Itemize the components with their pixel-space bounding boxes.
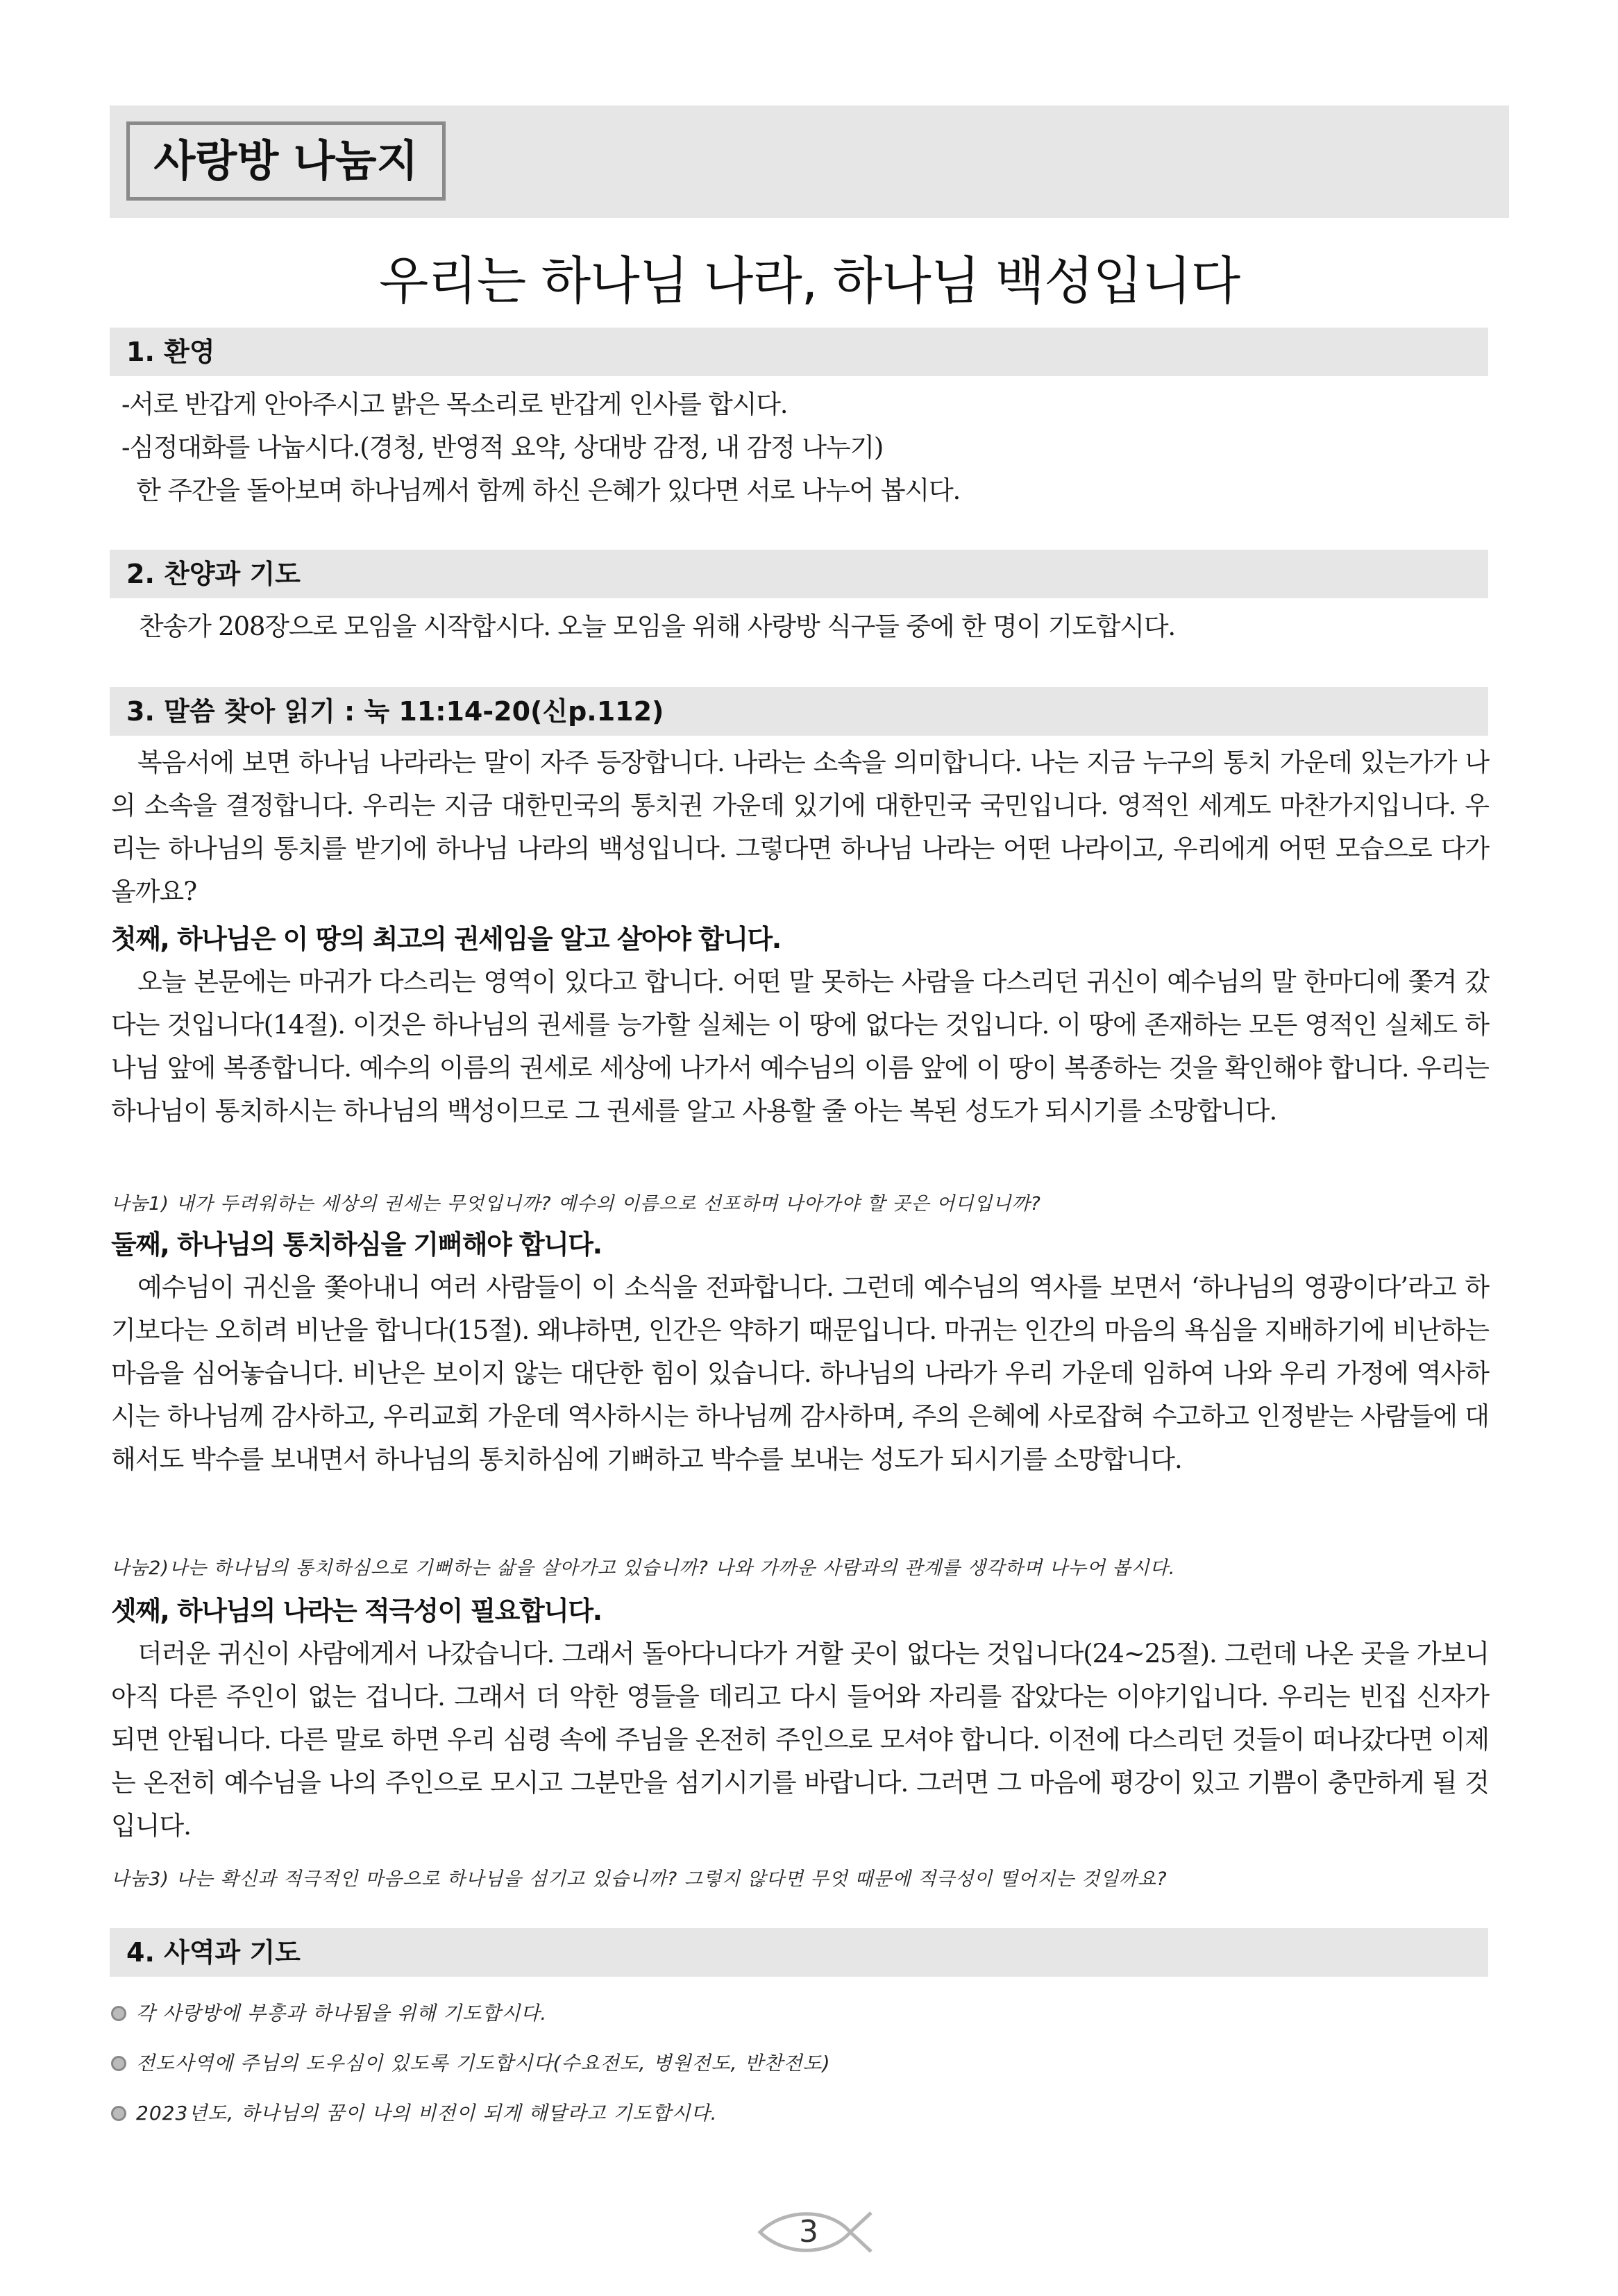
bullet-icon (111, 2006, 126, 2021)
section-2-title: 2. 찬양과 기도 (110, 550, 1488, 598)
point-2-heading: 둘째, 하나님의 통치하심을 기뻐해야 합니다. (111, 1229, 602, 1260)
welcome-line-2: -심정대화를 나눕시다.(경청, 반영적 요약, 상대방 감정, 내 감정 나누기) (121, 432, 884, 462)
point-1-heading: 첫째, 하나님은 이 땅의 최고의 권세임을 알고 살아야 합니다. (111, 924, 781, 954)
point-3-body: 더러운 귀신이 사람에게서 나갔습니다. 그래서 돌아다니다가 거할 곳이 없다는 것입니다(24~25절). 그런데 나온 곳을 가보니 아직 다른 주인이 없는 겁니다. 그래서 더 악한 영들을 데리고 다시 들어와 자리를 잡았다는 이야기입니다. 우리는 빈집 신자가 되면 안됩니다. 다른 말로 하면 우리 심령 속에 주님을 온전히 주인으로 모셔야 합니다. 이전에 다스리던 것들이 떠나갔다면 이제는 온전히 예수님을 나의 주인으로 모시고 그분만을 섬기시기를 바랍니다. 그러면 그 마음에 평강이 있고 기쁨이 충만하게 될 것입니다. (111, 1639, 1489, 1841)
point-2-body: 예수님이 귀신을 쫓아내니 여러 사람들이 이 소식을 전파합니다. 그런데 예수님의 역사를 보면서 ‘하나님의 영광이다’라고 하기보다는 오히려 비난을 합니다(15절). 왜냐하면, 인간은 약하기 때문입니다. 마귀는 인간의 마음의 욕심을 지배하기에 비난하는 마음을 심어놓습니다. 비난은 보이지 않는 대단한 힘이 있습니다. 하나님의 나라가 우리 가운데 임하여 나와 우리 가정에 역사하시는 하나님께 감사하고, 우리교회 가운데 역사하시는 하나님께 감사하며, 주의 은혜에 사로잡혀 수고하고 인정받는 사람들에 대해서도 박수를 보내면서 하나님의 통치하심에 기뻐하고 박수를 보내는 성도가 되시기를 소망합니다. (111, 1272, 1489, 1474)
section-3-title: 3. 말씀 찾아 읽기 : 눅 11:14-20(신p.112) (110, 687, 1488, 736)
section-1-title: 1. 환영 (110, 328, 1488, 376)
question-1: 나눔1) 내가 두려워하는 세상의 권세는 무엇입니까? 예수의 이름으로 선포하며 나아가야 할 곳은 어디입니까? (111, 1193, 1041, 1215)
section-4-title: 4. 사역과 기도 (110, 1928, 1488, 1977)
intro-paragraph: 복음서에 보면 하나님 나라라는 말이 자주 등장합니다. 나라는 소속을 의미합니다. 나는 지금 누구의 통치 가운데 있는가가 나의 소속을 결정합니다. 우리는 지금 대한민국의 통치권 가운데 있기에 대한민국 국민입니다. 영적인 세계도 마찬가지입니다. 우리는 하나님의 통치를 받기에 하나님 나라의 백성입니다. 그렇다면 하나님 나라는 어떤 나라이고, 우리에게 어떤 모습으로 다가올까요? (111, 748, 1489, 906)
header-label: 사랑방 나눔지 (126, 121, 446, 201)
point-3-heading: 셋째, 하나님의 나라는 적극성이 필요합니다. (111, 1596, 602, 1626)
page-number: 3 (799, 2214, 818, 2249)
bullet-icon (111, 2056, 126, 2071)
question-2: 나눔2)나는 하나님의 통치하심으로 기뻐하는 삶을 살아가고 있습니까? 나와 가까운 사람과의 관계를 생각하며 나누어 봅시다. (111, 1558, 1176, 1579)
prayer-item: 각 사랑방에 부흥과 하나됨을 위해 기도합시다. (111, 1996, 547, 2031)
welcome-line-1: -서로 반갑게 안아주시고 밝은 목소리로 반갑게 인사를 합시다. (121, 389, 788, 419)
welcome-line-3: 한 주간을 돌아보며 하나님께서 함께 하신 은혜가 있다면 서로 나누어 봅시다. (121, 475, 961, 505)
praise-text: 찬송가 208장으로 모임을 시작합시다. 오늘 모임을 위해 사랑방 식구들 중에 한 명이 기도합시다. (139, 611, 1175, 641)
page-title: 우리는 하나님 나라, 하나님 백성입니다 (378, 251, 1240, 311)
page-footer (746, 2204, 875, 2260)
question-3: 나눔3) 나는 확신과 적극적인 마음으로 하나님을 섬기고 있습니까? 그렇지 않다면 무엇 때문에 적극성이 떨어지는 것일까요? (111, 1868, 1168, 1890)
bullet-icon (111, 2106, 126, 2121)
prayer-item: 2023년도, 하나님의 꿈이 나의 비전이 되게 해달라고 기도합시다. (111, 2096, 718, 2131)
point-1-body: 오늘 본문에는 마귀가 다스리는 영역이 있다고 합니다. 어떤 말 못하는 사람을 다스리던 귀신이 예수님의 말 한마디에 쫓겨 갔다는 것입니다(14절). 이것은 하나님의 권세를 능가할 실체는 이 땅에 없다는 것입니다. 이 땅에 존재하는 모든 영적인 실체도 하나님 앞에 복종합니다. 예수의 이름의 권세로 세상에 나가서 예수님의 이름 앞에 이 땅이 복종하는 것을 확인해야 합니다. 우리는 하나님이 통치하시는 하나님의 백성이므로 그 권세를 알고 사용할 줄 아는 복된 성도가 되시기를 소망합니다. (111, 967, 1489, 1126)
prayer-item: 전도사역에 주님의 도우심이 있도록 기도합시다(수요전도, 병원전도, 반찬전도) (111, 2046, 831, 2081)
